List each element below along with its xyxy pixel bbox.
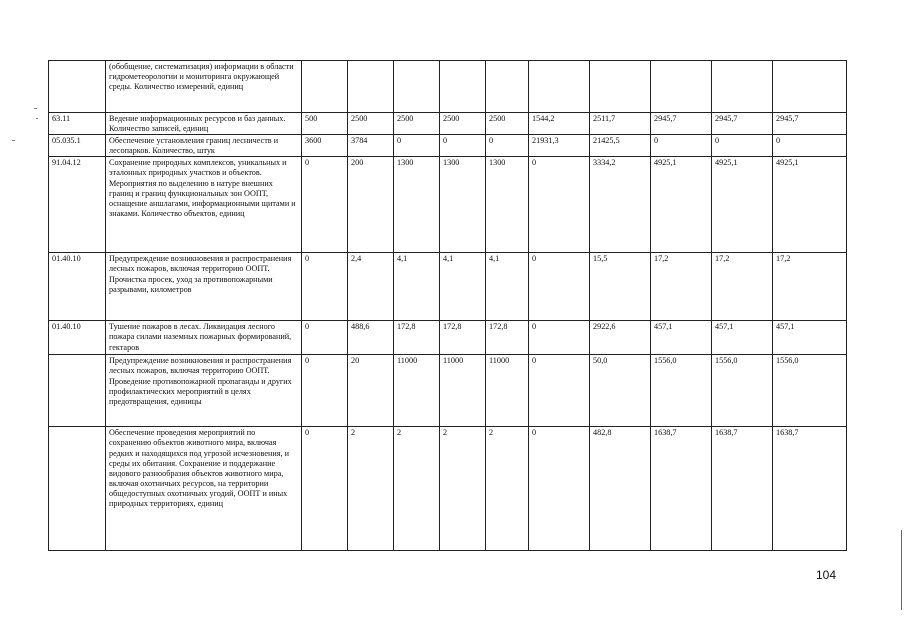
value-cell: 457,1 (651, 321, 712, 355)
value-cell (302, 61, 348, 113)
value-cell: 3334,2 (590, 157, 651, 253)
scan-mark (36, 118, 38, 119)
table-row (49, 355, 847, 427)
value-cell (529, 61, 590, 113)
value-cell: 0 (529, 157, 590, 253)
code-cell (49, 61, 106, 113)
value-cell: 50,0 (590, 355, 651, 427)
value-cell: 172,8 (394, 321, 440, 355)
value-cell: 1544,2 (529, 113, 590, 135)
code-cell: 63.11 (49, 113, 106, 135)
value-cell: 2 (394, 427, 440, 551)
code-cell: 05.035.1 (49, 135, 106, 157)
value-cell: 0 (302, 321, 348, 355)
value-cell (348, 61, 394, 113)
value-cell (590, 61, 651, 113)
value-cell: 0 (440, 135, 486, 157)
value-cell: 2500 (394, 113, 440, 135)
value-cell (394, 61, 440, 113)
value-cell: 500 (302, 113, 348, 135)
scan-mark (34, 108, 37, 109)
value-cell: 17,2 (773, 253, 847, 321)
value-cell: 0 (773, 135, 847, 157)
value-cell: 0 (486, 135, 529, 157)
value-cell: 1300 (440, 157, 486, 253)
value-cell (440, 61, 486, 113)
value-cell: 2 (486, 427, 529, 551)
value-cell: 4,1 (440, 253, 486, 321)
value-cell: 4,1 (486, 253, 529, 321)
value-cell: 2 (348, 427, 394, 551)
value-cell: 457,1 (712, 321, 773, 355)
value-cell: 172,8 (440, 321, 486, 355)
value-cell: 11000 (394, 355, 440, 427)
code-cell: 01.40.10 (49, 253, 106, 321)
value-cell: 17,2 (712, 253, 773, 321)
description-cell: (обобщение, систематизация) информации в области гидрометеорологии и мониторинга окружающей среды. Количество измерений, единиц (106, 61, 302, 113)
value-cell: 1638,7 (773, 427, 847, 551)
value-cell: 2500 (486, 113, 529, 135)
value-cell: 482,8 (590, 427, 651, 551)
value-cell: 2945,7 (712, 113, 773, 135)
value-cell: 2 (440, 427, 486, 551)
table-row (49, 157, 847, 253)
code-cell: 91.04.12 (49, 157, 106, 253)
value-cell: 0 (529, 355, 590, 427)
value-cell: 4925,1 (773, 157, 847, 253)
value-cell: 0 (529, 321, 590, 355)
code-cell (49, 427, 106, 551)
value-cell: 0 (529, 427, 590, 551)
value-cell: 4925,1 (712, 157, 773, 253)
table-row (49, 253, 847, 321)
value-cell: 4,1 (394, 253, 440, 321)
value-cell: 1638,7 (651, 427, 712, 551)
value-cell: 2500 (348, 113, 394, 135)
value-cell: 457,1 (773, 321, 847, 355)
code-cell: 01.40.10 (49, 321, 106, 355)
value-cell: 15,5 (590, 253, 651, 321)
value-cell: 200 (348, 157, 394, 253)
value-cell: 0 (712, 135, 773, 157)
table-row (49, 321, 847, 355)
value-cell: 172,8 (486, 321, 529, 355)
value-cell: 0 (302, 157, 348, 253)
code-cell (49, 355, 106, 427)
value-cell: 1638,7 (712, 427, 773, 551)
value-cell: 488,6 (348, 321, 394, 355)
value-cell: 0 (302, 355, 348, 427)
value-cell: 17,2 (651, 253, 712, 321)
value-cell: 0 (651, 135, 712, 157)
value-cell: 0 (529, 253, 590, 321)
value-cell: 11000 (486, 355, 529, 427)
description-cell: Сохранение природных комплексов, уникальных и эталонных природных участков и объектов. Мероприятия по выделению в натуре внешних границ и границ функциональных зон ООПТ, оснащение аншлагами, информационными щитами и знаками. Количество объектов, единиц (106, 157, 302, 253)
table-row (49, 113, 847, 135)
value-cell (712, 61, 773, 113)
value-cell: 2945,7 (651, 113, 712, 135)
value-cell: 1300 (394, 157, 440, 253)
value-cell: 1556,0 (773, 355, 847, 427)
value-cell: 21931,3 (529, 135, 590, 157)
value-cell: 2511,7 (590, 113, 651, 135)
value-cell (773, 61, 847, 113)
value-cell: 20 (348, 355, 394, 427)
value-cell: 0 (394, 135, 440, 157)
value-cell: 2500 (440, 113, 486, 135)
value-cell: 4925,1 (651, 157, 712, 253)
table-row (49, 135, 847, 157)
table-row (49, 61, 847, 113)
value-cell: 2,4 (348, 253, 394, 321)
value-cell: 0 (302, 253, 348, 321)
value-cell: 0 (302, 427, 348, 551)
value-cell: 3600 (302, 135, 348, 157)
description-cell: Ведение информационных ресурсов и баз данных. Количество записей, единиц (106, 113, 302, 135)
description-cell: Тушение пожаров в лесах. Ликвидация лесного пожара силами наземных пожарных формирований, гектаров (106, 321, 302, 355)
value-cell: 11000 (440, 355, 486, 427)
description-cell: Обеспечение проведения мероприятий по сохранению объектов животного мира, включая редких и находящихся под угрозой исчезновения, и среды их обитания. Сохранение и поддержание видового разнообразия объектов животного мира, включая охотничьих ресурсов, на территории общедоступных охотничьих угодий, ООПТ и иных природных территориях, единиц (106, 427, 302, 551)
value-cell: 21425,5 (590, 135, 651, 157)
value-cell (651, 61, 712, 113)
value-cell: 1556,0 (712, 355, 773, 427)
table-row (49, 427, 847, 551)
value-cell (486, 61, 529, 113)
description-cell: Предупреждение возникновения и распространения лесных пожаров, включая территорию ООПТ. Проведение противопожарной пропаганды и других профилактических мероприятий в целях предотвращения, единицы (106, 355, 302, 427)
value-cell: 1300 (486, 157, 529, 253)
page-edge-line (901, 530, 902, 610)
page-number: 104 (816, 568, 837, 582)
value-cell: 2945,7 (773, 113, 847, 135)
data-table (48, 60, 847, 551)
description-cell: Обеспечение установления границ лесничеств и лесопарков. Количество, штук (106, 135, 302, 157)
description-cell: Предупреждение возникновения и распространения лесных пожаров, включая территорию ООПТ. Прочистка просек, уход за противопожарными разрывами, километров (106, 253, 302, 321)
value-cell: 1556,0 (651, 355, 712, 427)
scan-mark (12, 140, 15, 141)
value-cell: 2922,6 (590, 321, 651, 355)
value-cell: 3784 (348, 135, 394, 157)
